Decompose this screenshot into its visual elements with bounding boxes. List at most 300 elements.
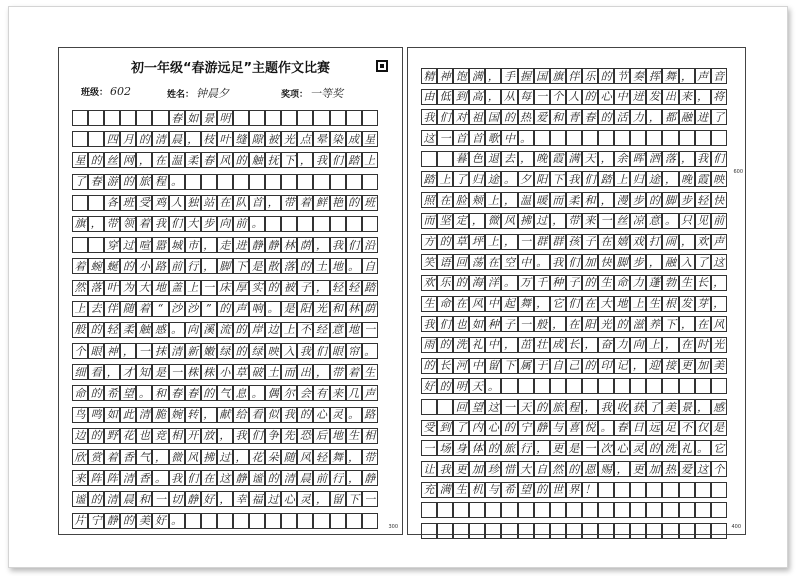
- grid-cell: 快: [598, 254, 614, 270]
- grid-cell: 去: [501, 151, 517, 167]
- grid-cell: 融: [662, 254, 678, 270]
- grid-cell: 打: [646, 234, 662, 250]
- grid-cell: 到: [437, 420, 453, 436]
- grid-cell: 旗: [550, 68, 566, 84]
- grid-cell: 。: [265, 301, 281, 317]
- grid-cell: 叶: [104, 280, 120, 296]
- grid-cell: 望: [469, 399, 485, 415]
- grid-cell: 株: [185, 364, 201, 380]
- grid-cell: ，: [679, 234, 695, 250]
- grid-cell: [646, 482, 662, 498]
- grid-cell: 的: [233, 322, 249, 338]
- grid-cell: [88, 237, 104, 253]
- grid-cell: 了: [646, 399, 662, 415]
- grid-cell: 生: [421, 296, 437, 312]
- grid-cell: 一: [201, 280, 217, 296]
- grid-cell: 旗: [72, 216, 88, 232]
- right-word-count-end: 400: [731, 524, 741, 530]
- grid-cell: ，: [582, 399, 598, 415]
- grid-cell: 于: [534, 358, 550, 374]
- grid-cell: 舞: [662, 68, 678, 84]
- grid-cell: 机: [469, 482, 485, 498]
- grid-cell: 叶: [217, 131, 233, 147]
- grid-cell: 千: [534, 275, 550, 291]
- grid-cell: 入: [281, 343, 297, 359]
- grid-cell: 上: [485, 234, 501, 250]
- grid-cell: 嫩: [201, 343, 217, 359]
- grid-cell: 风: [711, 316, 727, 332]
- grid-cell: 茁: [518, 337, 534, 353]
- grid-cell: 心: [598, 89, 614, 105]
- grid-cell: 们: [566, 296, 582, 312]
- grid-cell: 香: [120, 449, 136, 465]
- grid-cell: 力: [630, 109, 646, 125]
- grid-cell: 我: [437, 461, 453, 477]
- grid-cell: 恩: [582, 461, 598, 477]
- grid-cell: 。: [518, 130, 534, 146]
- grid-cell: [582, 523, 598, 539]
- grid-cell: 前: [233, 216, 249, 232]
- grid-cell: 帘: [346, 343, 362, 359]
- grid-cell: 岸: [249, 322, 265, 338]
- grid-cell: 有: [313, 385, 329, 401]
- grid-cell: 旅: [501, 440, 517, 456]
- grid-cell: [72, 131, 88, 147]
- grid-cell: 鲜: [313, 195, 329, 211]
- grid-cell: [566, 130, 582, 146]
- grid-cell: 祖: [469, 109, 485, 125]
- grid-cell: 的: [582, 275, 598, 291]
- grid-cell: [281, 216, 297, 232]
- grid-cell: 静: [265, 237, 281, 253]
- grid-cell: 命: [437, 296, 453, 312]
- grid-cell: 艳: [330, 195, 346, 211]
- grid-cell: 芽: [695, 296, 711, 312]
- grid-cell: ，: [136, 152, 152, 168]
- grid-cell: 地: [330, 428, 346, 444]
- grid-cell: 景: [201, 110, 217, 126]
- grid-cell: [469, 523, 485, 539]
- grid-cell: 乐: [582, 68, 598, 84]
- grid-cell: 声: [711, 234, 727, 250]
- grid-cell: 伴: [104, 301, 120, 317]
- grid-cell: 看: [249, 407, 265, 423]
- grid-cell: 们: [169, 216, 185, 232]
- grid-cell: ，: [217, 491, 233, 507]
- grid-cell: 的: [598, 109, 614, 125]
- grid-cell: 见: [695, 213, 711, 229]
- grid-cell: 土: [313, 258, 329, 274]
- grid-cell: 春: [88, 174, 104, 190]
- grid-cell: 我: [421, 316, 437, 332]
- grid-cell: [646, 502, 662, 518]
- grid-cell: ，: [469, 213, 485, 229]
- grid-cell: [120, 110, 136, 126]
- grid-cell: 带: [362, 449, 378, 465]
- grid-cell: 宁: [518, 420, 534, 436]
- grid-cell: 静: [233, 470, 249, 486]
- grid-cell: 实: [249, 280, 265, 296]
- grid-cell: ”: [201, 301, 217, 317]
- grid-cell: 声: [362, 385, 378, 401]
- grid-cell: 的: [346, 195, 362, 211]
- grid-cell: [679, 482, 695, 498]
- grid-cell: 溪: [201, 322, 217, 338]
- grid-cell: [662, 502, 678, 518]
- grid-cell: 记: [614, 358, 630, 374]
- grid-cell: 沙: [169, 301, 185, 317]
- grid-cell: [518, 502, 534, 518]
- grid-cell: [265, 110, 281, 126]
- grid-cell: 长: [437, 358, 453, 374]
- grid-cell: [362, 110, 378, 126]
- grid-cell: 的: [421, 358, 437, 374]
- grid-cell: 一: [582, 440, 598, 456]
- grid-cell: 边: [72, 428, 88, 444]
- grid-cell: [421, 151, 437, 167]
- grid-cell: [711, 523, 727, 539]
- grid-cell: 们: [346, 237, 362, 253]
- class-value: 602: [110, 85, 132, 98]
- grid-cell: 们: [437, 316, 453, 332]
- grid-cell: 们: [566, 254, 582, 270]
- grid-cell: 国: [485, 109, 501, 125]
- grid-cell: 洗: [453, 337, 469, 353]
- class-label: 班级：: [81, 88, 109, 98]
- grid-cell: 中: [469, 358, 485, 374]
- grid-cell: 命: [614, 275, 630, 291]
- grid-cell: 着: [104, 449, 120, 465]
- grid-cell: 时: [695, 337, 711, 353]
- grid-cell: 鸡: [152, 195, 168, 211]
- grid-cell: [614, 523, 630, 539]
- grid-cell: 更: [453, 461, 469, 477]
- grid-cell: 万: [518, 275, 534, 291]
- grid-cell: 们: [249, 428, 265, 444]
- grid-cell: [695, 378, 711, 394]
- grid-cell: 个: [72, 343, 88, 359]
- grid-cell: 。: [152, 470, 168, 486]
- grid-cell: 中: [518, 254, 534, 270]
- grid-cell: 了: [453, 420, 469, 436]
- grid-cell: 触: [136, 322, 152, 338]
- grid-cell: 的: [233, 152, 249, 168]
- grid-cell: 上: [362, 152, 378, 168]
- grid-cell: 融: [679, 109, 695, 125]
- grid-cell: 嚣: [152, 237, 168, 253]
- grid-cell: 人: [566, 89, 582, 105]
- grid-cell: 在: [582, 296, 598, 312]
- grid-cell: 晨: [169, 131, 185, 147]
- grid-cell: 落: [88, 280, 104, 296]
- grid-cell: 给: [233, 407, 249, 423]
- grid-cell: 它: [550, 296, 566, 312]
- grid-cell: 好: [201, 491, 217, 507]
- grid-cell: 的: [614, 316, 630, 332]
- grid-cell: 我: [313, 152, 329, 168]
- grid-cell: [485, 523, 501, 539]
- grid-cell: 我: [281, 407, 297, 423]
- scan-marker-icon: [376, 60, 388, 72]
- grid-cell: 生: [679, 275, 695, 291]
- grid-cell: 下: [233, 258, 249, 274]
- grid-cell: 谧: [249, 470, 265, 486]
- grid-cell: 受: [421, 420, 437, 436]
- grid-cell: 朵: [265, 449, 281, 465]
- grid-cell: 一: [534, 89, 550, 105]
- grid-cell: 低: [437, 89, 453, 105]
- grid-cell: 着: [136, 301, 152, 317]
- grid-cell: 更: [550, 440, 566, 456]
- grid-cell: 一: [598, 213, 614, 229]
- grid-cell: 好: [152, 513, 168, 529]
- grid-cell: 美: [662, 399, 678, 415]
- grid-cell: 温: [169, 152, 185, 168]
- grid-cell: [104, 110, 120, 126]
- grid-cell: 留: [485, 358, 501, 374]
- grid-cell: 点: [297, 131, 313, 147]
- grid-cell: 脸: [453, 192, 469, 208]
- grid-cell: 奏: [630, 68, 646, 84]
- grid-cell: 大: [518, 461, 534, 477]
- grid-cell: 沿: [362, 237, 378, 253]
- grid-cell: 绿: [249, 343, 265, 359]
- grid-cell: 我: [695, 151, 711, 167]
- grid-cell: 清: [281, 470, 297, 486]
- grid-cell: 满: [437, 482, 453, 498]
- grid-cell: 静: [534, 420, 550, 436]
- grid-cell: 生: [646, 296, 662, 312]
- grid-cell: 它: [711, 440, 727, 456]
- grid-cell: 珍: [485, 461, 501, 477]
- grid-cell: [152, 110, 168, 126]
- grid-cell: [88, 110, 104, 126]
- grid-cell: 行: [330, 470, 346, 486]
- grid-cell: 鸣: [88, 407, 104, 423]
- grid-cell: 破: [249, 364, 265, 380]
- grid-cell: [679, 130, 695, 146]
- grid-cell: 下: [662, 316, 678, 332]
- grid-cell: 。: [501, 275, 517, 291]
- grid-cell: ，: [201, 407, 217, 423]
- grid-cell: [330, 174, 346, 190]
- grid-cell: 柔: [566, 192, 582, 208]
- grid-cell: 了: [72, 174, 88, 190]
- grid-cell: 一: [518, 234, 534, 250]
- grid-cell: [646, 378, 662, 394]
- grid-cell: [534, 378, 550, 394]
- grid-cell: 一: [136, 343, 152, 359]
- grid-cell: 。: [169, 174, 185, 190]
- grid-cell: 脚: [217, 258, 233, 274]
- grid-cell: 放: [201, 428, 217, 444]
- grid-cell: 赏: [88, 449, 104, 465]
- grid-cell: [598, 378, 614, 394]
- grid-cell: 几: [346, 385, 362, 401]
- grid-cell: ，: [550, 213, 566, 229]
- grid-cell: 一: [437, 130, 453, 146]
- grid-cell: 一: [362, 491, 378, 507]
- grid-cell: [646, 130, 662, 146]
- grid-cell: 拂: [518, 213, 534, 229]
- grid-cell: [598, 130, 614, 146]
- grid-cell: 宁: [88, 513, 104, 529]
- grid-cell: [265, 216, 281, 232]
- grid-cell: 迎: [646, 358, 662, 374]
- grid-cell: 的: [582, 89, 598, 105]
- grid-cell: 上: [614, 171, 630, 187]
- left-writing-grid: [72, 110, 378, 534]
- grid-cell: 的: [88, 491, 104, 507]
- grid-cell: 中: [501, 130, 517, 146]
- left-word-count: 300: [388, 524, 398, 530]
- grid-cell: 滋: [630, 316, 646, 332]
- grid-cell: [662, 482, 678, 498]
- grid-cell: 自: [362, 258, 378, 274]
- grid-cell: 和: [330, 301, 346, 317]
- grid-cell: 我: [330, 237, 346, 253]
- grid-cell: 踏: [346, 152, 362, 168]
- grid-cell: 获: [630, 399, 646, 415]
- grid-cell: 的: [120, 513, 136, 529]
- grid-cell: [662, 523, 678, 539]
- grid-cell: [313, 513, 329, 529]
- grid-cell: 大: [598, 296, 614, 312]
- grid-cell: 的: [437, 337, 453, 353]
- grid-cell: 在: [152, 152, 168, 168]
- grid-cell: 的: [201, 385, 217, 401]
- grid-cell: 力: [614, 337, 630, 353]
- grid-cell: 了: [711, 109, 727, 125]
- grid-cell: 映: [265, 343, 281, 359]
- grid-cell: 途: [485, 171, 501, 187]
- grid-cell: 城: [169, 237, 185, 253]
- grid-cell: [72, 110, 88, 126]
- grid-cell: 在: [437, 192, 453, 208]
- grid-cell: [598, 502, 614, 518]
- grid-cell: 这: [217, 470, 233, 486]
- grid-cell: 歌: [485, 130, 501, 146]
- grid-cell: 天: [518, 399, 534, 415]
- grid-cell: 似: [265, 407, 281, 423]
- grid-cell: 望: [518, 482, 534, 498]
- grid-cell: 林: [346, 301, 362, 317]
- grid-cell: 静: [249, 237, 265, 253]
- grid-cell: [630, 482, 646, 498]
- grid-cell: ，: [88, 216, 104, 232]
- grid-cell: [297, 216, 313, 232]
- grid-cell: 心: [485, 420, 501, 436]
- grid-cell: 是: [711, 420, 727, 436]
- grid-cell: 着: [346, 364, 362, 380]
- grid-cell: 先: [281, 428, 297, 444]
- grid-cell: 照: [421, 192, 437, 208]
- grid-cell: 成: [346, 131, 362, 147]
- grid-cell: 被: [265, 131, 281, 147]
- grid-cell: [711, 502, 727, 518]
- grid-cell: 厚: [233, 280, 249, 296]
- grid-cell: 带: [566, 213, 582, 229]
- grid-cell: 领: [120, 216, 136, 232]
- grid-cell: 来: [72, 470, 88, 486]
- grid-cell: 养: [646, 316, 662, 332]
- grid-cell: 孩: [566, 234, 582, 250]
- grid-cell: 谧: [72, 491, 88, 507]
- grid-cell: 眼: [330, 343, 346, 359]
- grid-cell: [598, 523, 614, 539]
- grid-cell: 中: [485, 296, 501, 312]
- grid-cell: 神: [104, 343, 120, 359]
- grid-cell: 乐: [437, 275, 453, 291]
- award-value: 一等奖: [310, 87, 344, 100]
- grid-cell: 落: [281, 258, 297, 274]
- grid-cell: 。: [534, 254, 550, 270]
- grid-cell: [711, 130, 727, 146]
- grid-cell: 次: [598, 440, 614, 456]
- grid-cell: 的: [646, 192, 662, 208]
- grid-cell: [582, 378, 598, 394]
- grid-cell: 晖: [630, 151, 646, 167]
- grid-cell: 的: [217, 301, 233, 317]
- grid-cell: ，: [662, 337, 678, 353]
- grid-cell: ，: [485, 89, 501, 105]
- grid-cell: 花: [120, 428, 136, 444]
- grid-cell: [421, 502, 437, 518]
- grid-cell: 暖: [534, 192, 550, 208]
- grid-cell: [233, 110, 249, 126]
- grid-cell: 长: [566, 337, 582, 353]
- grid-cell: [501, 523, 517, 539]
- grid-cell: 声: [695, 68, 711, 84]
- grid-cell: [695, 502, 711, 518]
- grid-cell: [550, 502, 566, 518]
- grid-cell: 的: [136, 131, 152, 147]
- grid-cell: 清: [104, 491, 120, 507]
- grid-cell: 好: [421, 378, 437, 394]
- grid-cell: 。: [249, 385, 265, 401]
- grid-cell: [362, 216, 378, 232]
- grid-cell: 自: [534, 461, 550, 477]
- grid-cell: 神: [437, 68, 453, 84]
- grid-cell: 队: [233, 195, 249, 211]
- grid-cell: 满: [566, 151, 582, 167]
- grid-cell: 不: [297, 322, 313, 338]
- grid-cell: [679, 523, 695, 539]
- grid-cell: 回: [453, 254, 469, 270]
- grid-cell: 下: [550, 171, 566, 187]
- grid-cell: 才: [120, 364, 136, 380]
- grid-cell: [630, 378, 646, 394]
- grid-cell: 边: [265, 322, 281, 338]
- grid-cell: 晨: [120, 491, 136, 507]
- grid-cell: 前: [169, 258, 185, 274]
- grid-cell: 的: [265, 470, 281, 486]
- grid-cell: 春: [169, 385, 185, 401]
- grid-cell: 过: [217, 449, 233, 465]
- grid-cell: 成: [550, 337, 566, 353]
- grid-cell: [437, 399, 453, 415]
- grid-cell: 切: [169, 491, 185, 507]
- grid-cell: 着: [72, 258, 88, 274]
- grid-cell: 喜: [566, 420, 582, 436]
- grid-cell: 我: [550, 254, 566, 270]
- grid-cell: 手: [501, 68, 517, 84]
- grid-cell: 独: [185, 195, 201, 211]
- grid-cell: 般: [72, 322, 88, 338]
- grid-cell: 的: [265, 280, 281, 296]
- grid-cell: 挥: [646, 68, 662, 84]
- grid-cell: [566, 502, 582, 518]
